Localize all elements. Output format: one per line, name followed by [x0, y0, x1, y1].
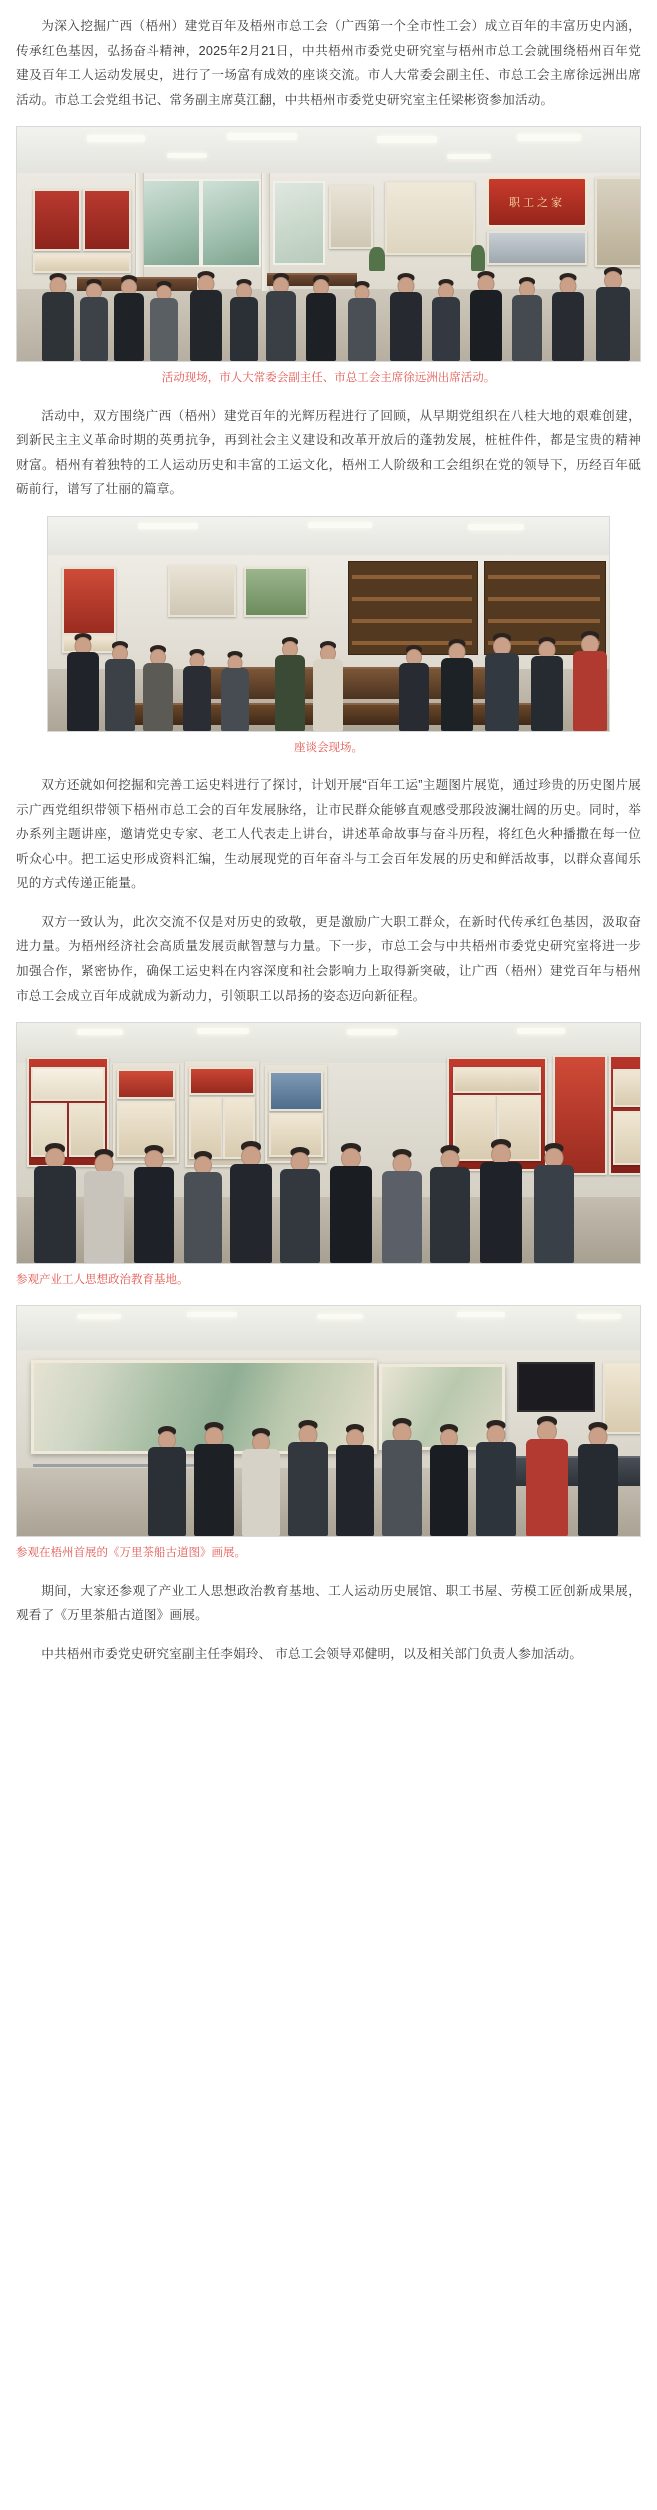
figure-3: [16, 1022, 641, 1289]
figure-3-caption: 参观产业工人思想政治教育基地。: [16, 1274, 189, 1287]
figure-1-caption: 活动现场，市人大常委会副主任、市总工会主席徐远洲出席活动。: [161, 372, 496, 385]
photo-meeting-room-wide: [16, 126, 641, 362]
paragraph-1: 为深入挖掘广西（梧州）建党百年及梧州市总工会（广西第一个全市性工会）成立百年的丰富历史内涵，传承红色基因，弘扬奋斗精神，2025年2月21日，中共梧州市委党史研究室与梧州市总工会就围绕梧州百年党建及百年工人运动发展史，进行了一场富有成效的座谈交流。市人大常委会副主任、市总工会主席徐远洲出席活动。市总工会党组书记、常务副主席莫江翻，中共梧州市委党史研究室主任梁彬资参加活动。: [16, 19, 641, 107]
paragraph-2: 活动中，双方围绕广西（梧州）建党百年的光辉历程进行了回顾，从早期党组织在八桂大地的艰难创建，到新民主主义革命时期的英勇抗争，再到社会主义建设和改革开放后的蓬勃发展，桩桩件件，都是宝贵的精神财富。梧州有着独特的工人运动历史和丰富的工运文化，梧州工人阶级和工会组织在党的领导下，历经百年砥砺前行，谱写了壮丽的篇章。: [16, 408, 641, 497]
figure-4-caption: 参观在梧州首展的《万里茶船古道图》画展。: [16, 1547, 246, 1560]
wall-plaque-text: 职工之家: [509, 197, 565, 210]
figure-4: [16, 1305, 641, 1562]
paragraph-3: 双方还就如何挖掘和完善工运史料进行了探讨，计划开展“百年工运”主题图片展览，通过珍贵的历史图片展示广西党组织带领下梧州市总工会的百年发展脉络，让市民群众能够直观感受那段波澜壮阔的历史。同时，举办系列主题讲座，邀请党史专家、老工人代表走上讲台，讲述革命故事与奋斗历程，将红色火种播撒在每一位听众心中。把工运史形成资料汇编，生动展现党的百年奋斗与工会百年发展的历史和鲜活故事，以群众喜闻乐见的方式传递正能量。: [16, 778, 641, 891]
paragraph-6: 中共梧州市委党史研究室副主任李娟玲、 市总工会领导邓健明，以及相关部门负责人参加活动。: [41, 1646, 583, 1661]
photo-seminar-room: [47, 516, 610, 732]
paragraph-4: 双方一致认为，此次交流不仅是对历史的致敬，更是激励广大职工群众，在新时代传承红色基因，汲取奋进力量。为梧州经济社会高质量发展贡献智慧与力量。下一步，市总工会与中共梧州市委党史研究室将进一步加强合作，紧密协作，确保工运史料在内容深度和社会影响力上取得新突破，让广西（梧州）建党百年与梧州市总工会成立百年成就成为新动力，引领职工以昂扬的姿态迈向新征程。: [16, 914, 641, 1003]
paragraph-5: 期间，大家还参观了产业工人思想政治教育基地、工人运动历史展馆、职工书屋、劳模工匠创新成果展，观看了《万里茶船古道图》画展。: [16, 1583, 641, 1623]
photo-painting-gallery: [16, 1305, 641, 1537]
figure-1: [16, 126, 641, 387]
figure-2: [16, 516, 641, 757]
photo-exhibition-hall: [16, 1022, 641, 1264]
figure-2-caption: 座谈会现场。: [294, 741, 363, 754]
